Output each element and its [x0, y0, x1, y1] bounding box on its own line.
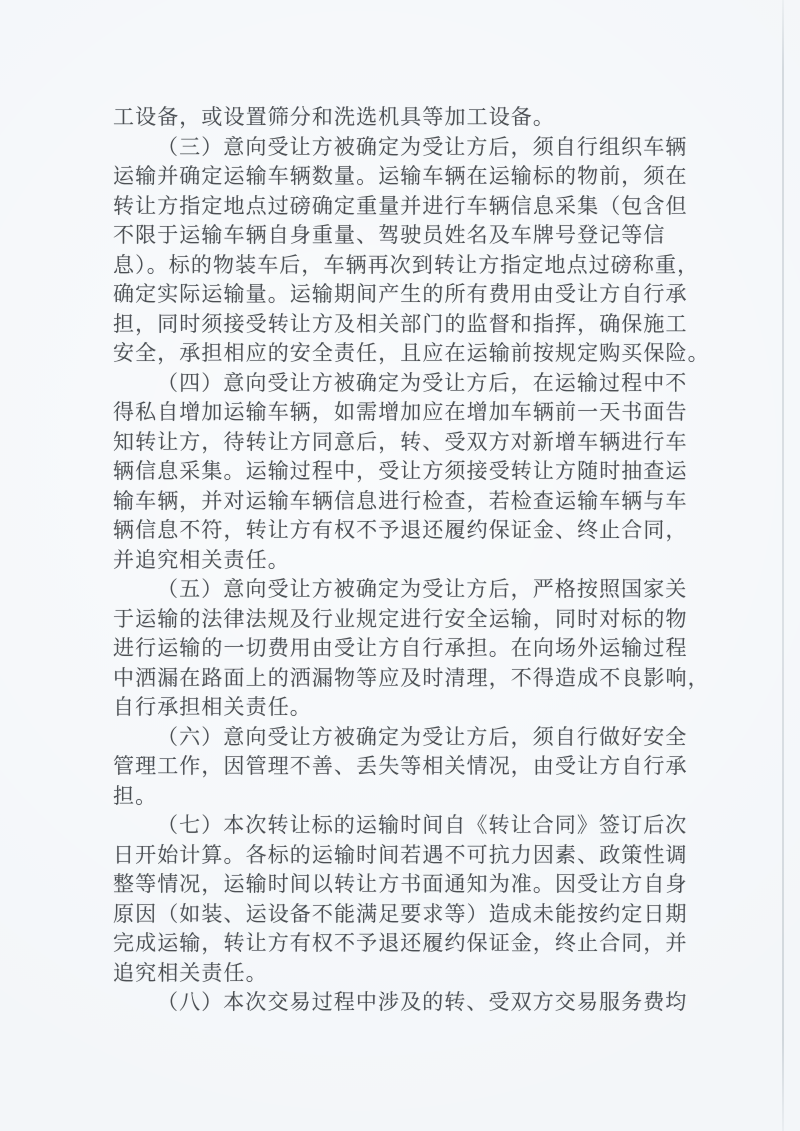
- document-line: （四）意向受让方被确定为受让方后，在运输过程中不: [157, 370, 688, 395]
- document-line: 追究相关责任。: [113, 960, 268, 985]
- document-line: 并追究相关责任。: [113, 547, 290, 572]
- document-line: 工设备，或设置筛分和洗选机具等加工设备。: [113, 105, 555, 129]
- document-line: （八）本次交易过程中涉及的转、受双方交易服务费均: [157, 990, 688, 1014]
- document-line: 管理工作，因管理不善、丢失等相关情况，由受让方自行承: [113, 754, 688, 778]
- document-line: 确定实际运输量。运输期间产生的所有费用由受让方自行承: [113, 282, 688, 306]
- document-line: 原因（如装、运设备不能满足要求等）造成未能按约定日期: [113, 901, 688, 926]
- document-line: 完成运输，转让方有权不予退还履约保证金，终止合同，并: [113, 931, 688, 955]
- document-line: 辆信息不符，转让方有权不予退还履约保证金、终止合同，: [113, 518, 688, 542]
- document-line: 日开始计算。各标的运输时间若遇不可抗力因素、政策性调: [113, 842, 688, 867]
- document-line: （五）意向受让方被确定为受让方后，严格按照国家关: [157, 577, 688, 601]
- document-line: 辆信息采集。运输过程中，受让方须接受转让方随时抽查运: [113, 459, 688, 483]
- document-line: 整等情况，运输时间以转让方书面通知为准。因受让方自身: [113, 872, 688, 896]
- document-line: 息）。标的物装车后，车辆再次到转让方指定地点过磅称重，: [113, 252, 700, 277]
- document-line: 自行承担相关责任。: [113, 695, 312, 719]
- document-line: 得私自增加运输车辆，如需增加应在增加车辆前一天书面告: [113, 400, 688, 424]
- document-line: （六）意向受让方被确定为受让方后，须自行做好安全: [157, 724, 688, 749]
- document-line: 安全，承担相应的安全责任，且应在运输前按规定购买保险。: [113, 341, 710, 365]
- document-line: 不限于运输车辆自身重量、驾驶员姓名及车牌号登记等信: [113, 223, 666, 247]
- document-line: 中洒漏在路面上的洒漏物等应及时清理，不得造成不良影响，: [113, 665, 710, 690]
- scan-edge-line: [782, 0, 784, 1131]
- document-line: 运输并确定运输车辆数量。运输车辆在运输标的物前，须在: [113, 164, 688, 188]
- document-line: 担。: [113, 783, 158, 808]
- document-line: 于运输的法律法规及行业规定进行安全运输，同时对标的物: [113, 606, 688, 631]
- document-line: 输车辆，并对运输车辆信息进行检查，若检查运输车辆与车: [113, 488, 688, 513]
- document-line: 进行运输的一切费用由受让方自行承担。在向场外运输过程: [113, 636, 688, 660]
- document-line: 知转让方，待转让方同意后，转、受双方对新增车辆进行车: [113, 429, 688, 454]
- document-line: 转让方指定地点过磅确定重量并进行车辆信息采集（包含但: [113, 193, 688, 218]
- document-line: （七）本次转让标的运输时间自《转让合同》签订后次: [157, 813, 688, 837]
- document-text: [113, 103, 715, 1018]
- document-line: （三）意向受让方被确定为受让方后，须自行组织车辆: [157, 134, 688, 159]
- document-line: 担，同时须接受转让方及相关部门的监督和指挥，确保施工: [113, 311, 688, 336]
